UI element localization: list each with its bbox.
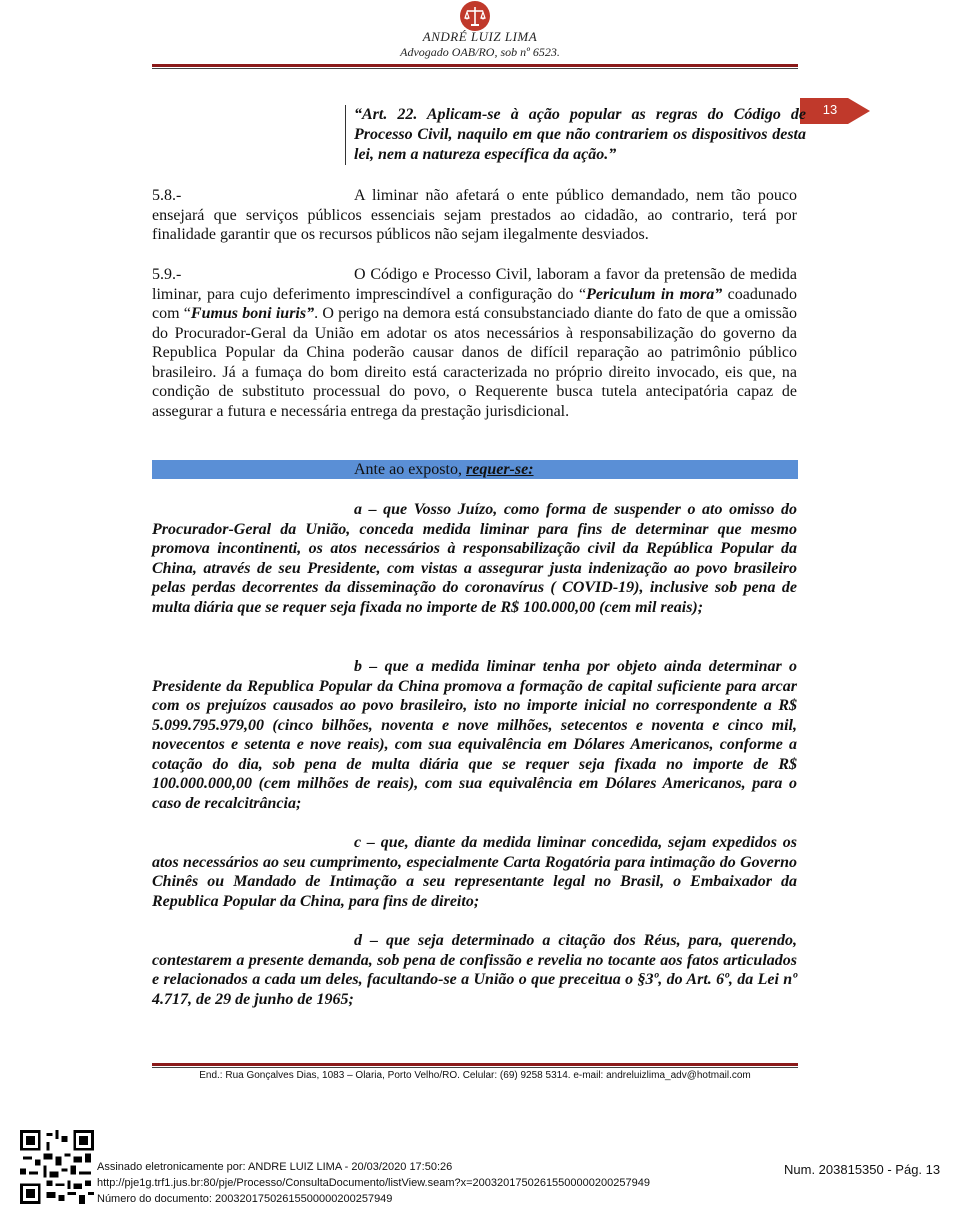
paragraph-text: coadunado com “ — [152, 285, 797, 322]
footer-rule-thin — [152, 1067, 798, 1068]
header-rule-thin — [152, 68, 798, 69]
paragraph-5-8 — [152, 186, 797, 245]
paragraph-number: 5.9.- — [152, 266, 182, 283]
paragraph-text: A liminar não afetará o ente público demandado, nem tão pouco ensejará que serviços públicos essenciais sejam prestados ao cidadão, ao contrario, terá por finalidade garantir que os recursos públicos não sejam ilegalmente desviados. — [152, 187, 797, 243]
requests-heading-text: Ante ao exposto, — [354, 461, 466, 478]
requests-heading-bold: requer-se: — [465, 461, 534, 478]
request-c — [152, 833, 797, 911]
paragraph-text: O Código e Processo Civil, laboram a favor da pretensão de medida liminar, para cujo deferimento imprescindível a configuração do “ — [152, 266, 797, 303]
document-number: Número do documento: 20032017502615500000200257949 — [97, 1193, 393, 1205]
document-qr-code[interactable] — [20, 1130, 94, 1204]
request-a — [152, 500, 797, 617]
request-c-text: c – que, diante da medida liminar concedida, sejam expedidos os atos necessários ao seu cumprimento, especialmente Carta Rogatória para intimação do Governo Chinês ou Mandado de Intimação a seu representante legal no Brasil, o Embaixador da Republica Popular da China, para fins de direito; — [152, 834, 797, 910]
page-reference: Num. 203815350 - Pág. 13 — [784, 1162, 941, 1177]
latin-term: Fumus boni iuris” — [190, 305, 315, 322]
page-number: 13 — [822, 102, 838, 117]
header-rule — [152, 64, 798, 67]
request-d-text: d – que seja determinado a citação dos Réus, para, querendo, contestarem a presente demanda, sob pena de confissão e revelia no tocante aos fatos articulados e relacionados a cada um deles, facultando-se a União o que preceitua o §3º, do Art. 6º, da Lei nº 4.717, de 29 de junho de 1965; — [152, 932, 797, 1008]
requests-heading — [354, 460, 534, 479]
footer-rule — [152, 1063, 798, 1066]
request-a-text: a – que Vosso Juízo, como forma de suspender o ato omisso do Procurador-Geral da União, conceda medida liminar para fins de determinar que mesmo promova incontinenti, os atos necessários à responsabilização civil da República Popular da China, através de seu Presidente, com vistas a assegurar justa indenização ao povo brasileiro pelas perdas decorrentes da disseminação do coronavírus ( COVID-19), inclusive sob pena de multa diária que se requer seja fixada no importe de R$ 100.000,00 (cem mil reais); — [152, 501, 797, 616]
request-b — [152, 657, 797, 813]
header-lawyer-name: ANDRÉ LUIZ LIMA — [422, 29, 538, 44]
request-b-text: b – que a medida liminar tenha por objeto ainda determinar o Presidente da Republica Popular da China promova a formação de capital suficiente para arcar com os prejuízos causados ao povo brasileiro, isto no importe inicial no correspondente a R$ 5.099.795.979,00 (cinco bilhões, noventa e nove milhões, setecentos e noventa e cinco mil, novecentos e setenta e nove reais), com sua equivalência em Dólares Americanos, conforme a cotação do dia, sob pena de multa diária que se requer seja fixada no importe de R$ 100.000.000,00 (cem milhões de reais), com sua equivalência em Dólares Americanos, para o caso de recalcitrância; — [152, 658, 797, 812]
request-d — [152, 931, 797, 1009]
scales-of-justice-logo — [459, 0, 491, 32]
paragraph-number: 5.8.- — [152, 187, 182, 204]
paragraph-5-9 — [152, 265, 797, 421]
header-lawyer-registration: Advogado OAB/RO, sob nº 6523. — [400, 45, 560, 59]
legal-quote: “Art. 22. Aplicam-se à ação popular as regras do Código de Processo Civil, naquilo em que não contrariem os dispositivos desta lei, nem a natureza específica da ação.” — [345, 105, 806, 165]
paragraph-text: . O perigo na demora está consubstanciado diante do fato de que a omissão do Procurador-Geral da União em adotar os atos necessários à responsabilização do governo da Republica Popular da China poderão causar danos de difícil reparação ao patrimônio público brasileiro. Já a fumaça do bom direito está caracterizada no próprio direito invocado, eis que, na condição de substituto processual do povo, o Requerente busca tutela antecipatória capaz de assegurar a futura e necessária entrega da prestação jurisdicional. — [152, 305, 797, 420]
signature-line: Assinado eletronicamente por: ANDRE LUIZ LIMA - 20/03/2020 17:50:26 — [97, 1161, 453, 1173]
document-link[interactable]: http://pje1g.trf1.jus.br:80/pje/Processo/ConsultaDocumento/listView.seam?x=20032017502615500000200257949 — [97, 1177, 650, 1189]
latin-term: Periculum in mora” — [586, 285, 723, 303]
footer-address: End.: Rua Gonçalves Dias, 1083 – Olaria, Porto Velho/RO. Celular: (69) 9258 5314. e-mail: andreluizlima_adv@hotmail.com — [199, 1070, 751, 1081]
